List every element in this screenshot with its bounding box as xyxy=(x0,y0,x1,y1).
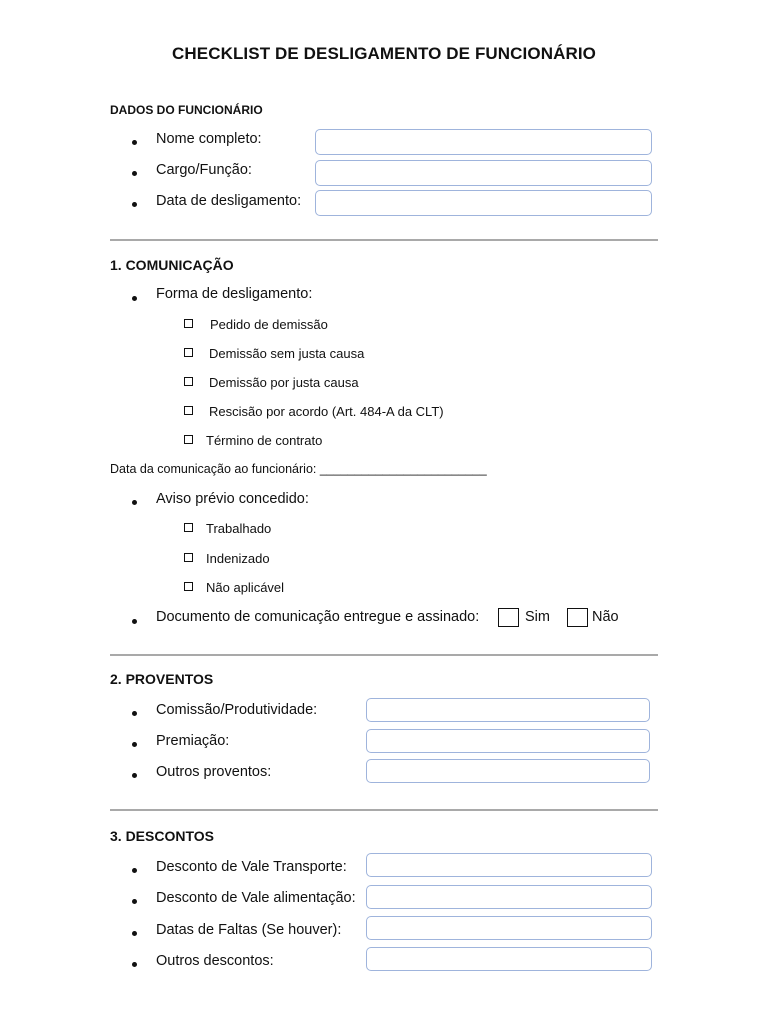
other-deductions-field[interactable] xyxy=(366,947,652,971)
bullet xyxy=(132,619,137,624)
role-field[interactable] xyxy=(315,160,652,186)
bullet xyxy=(132,742,137,747)
section-divider xyxy=(110,239,658,241)
other-earnings-label: Outros proventos: xyxy=(156,764,272,780)
notice-label: Aviso prévio concedido: xyxy=(156,491,309,507)
bullet xyxy=(132,140,137,145)
full-name-label: Nome completo: xyxy=(156,131,262,147)
dismissal-option-label: Rescisão por acordo (Art. 484-A da CLT) xyxy=(209,404,444,419)
communication-heading: 1. COMUNICAÇÃO xyxy=(110,257,234,273)
meal-deduction-label: Desconto de Vale alimentação: xyxy=(156,890,356,906)
bullet xyxy=(132,500,137,505)
dismissal-option-label: Pedido de demissão xyxy=(210,317,328,332)
bullet xyxy=(132,962,137,967)
termination-date-label: Data de desligamento: xyxy=(156,193,302,209)
role-label: Cargo/Função: xyxy=(156,162,252,178)
section-divider xyxy=(110,809,658,811)
dismissal-option-checkbox[interactable] xyxy=(184,406,193,415)
bullet xyxy=(132,202,137,207)
absence-dates-field[interactable] xyxy=(366,916,652,940)
notice-option-label: Indenizado xyxy=(206,551,270,566)
other-earnings-field[interactable] xyxy=(366,759,650,783)
meal-deduction-field[interactable] xyxy=(366,885,652,909)
commission-label: Comissão/Produtividade: xyxy=(156,702,318,718)
document-delivered-label: Documento de comunicação entregue e assinado: xyxy=(156,609,480,625)
absence-dates-label: Datas de Faltas (Se houver): xyxy=(156,922,342,938)
bonus-label: Premiação: xyxy=(156,733,230,749)
dismissal-option-label: Demissão por justa causa xyxy=(209,375,359,390)
notice-option-checkbox[interactable] xyxy=(184,523,193,532)
yes-label: Sim xyxy=(525,609,550,625)
notice-option-checkbox[interactable] xyxy=(184,553,193,562)
no-label: Não xyxy=(592,609,619,625)
no-checkbox[interactable] xyxy=(567,608,588,627)
employee-section-heading: DADOS DO FUNCIONÁRIO xyxy=(110,103,263,117)
section-divider xyxy=(110,654,658,656)
dismissal-option-checkbox[interactable] xyxy=(184,348,193,357)
dismissal-option-label: Término de contrato xyxy=(206,433,323,448)
yes-checkbox[interactable] xyxy=(498,608,519,627)
transport-deduction-label: Desconto de Vale Transporte: xyxy=(156,859,347,875)
bullet xyxy=(132,711,137,716)
notice-option-label: Não aplicável xyxy=(206,580,285,595)
full-name-field[interactable] xyxy=(315,129,652,155)
page-title: CHECKLIST DE DESLIGAMENTO DE FUNCIONÁRIO xyxy=(172,44,596,63)
communication-date-line: Data da comunicação ao funcionário: ________________________ xyxy=(110,462,487,476)
bullet xyxy=(132,899,137,904)
notice-option-label: Trabalhado xyxy=(206,521,272,536)
dismissal-option-label: Demissão sem justa causa xyxy=(209,346,365,361)
bullet xyxy=(132,868,137,873)
bullet xyxy=(132,171,137,176)
dismissal-type-label: Forma de desligamento: xyxy=(156,286,313,302)
notice-option-checkbox[interactable] xyxy=(184,582,193,591)
commission-field[interactable] xyxy=(366,698,650,722)
dismissal-option-checkbox[interactable] xyxy=(184,435,193,444)
bullet xyxy=(132,773,137,778)
dismissal-option-checkbox[interactable] xyxy=(184,319,193,328)
bullet xyxy=(132,296,137,301)
bonus-field[interactable] xyxy=(366,729,650,753)
bullet xyxy=(132,931,137,936)
other-deductions-label: Outros descontos: xyxy=(156,953,274,969)
transport-deduction-field[interactable] xyxy=(366,853,652,877)
deductions-heading: 3. DESCONTOS xyxy=(110,828,214,844)
dismissal-option-checkbox[interactable] xyxy=(184,377,193,386)
termination-date-field[interactable] xyxy=(315,190,652,216)
earnings-heading: 2. PROVENTOS xyxy=(110,671,214,687)
